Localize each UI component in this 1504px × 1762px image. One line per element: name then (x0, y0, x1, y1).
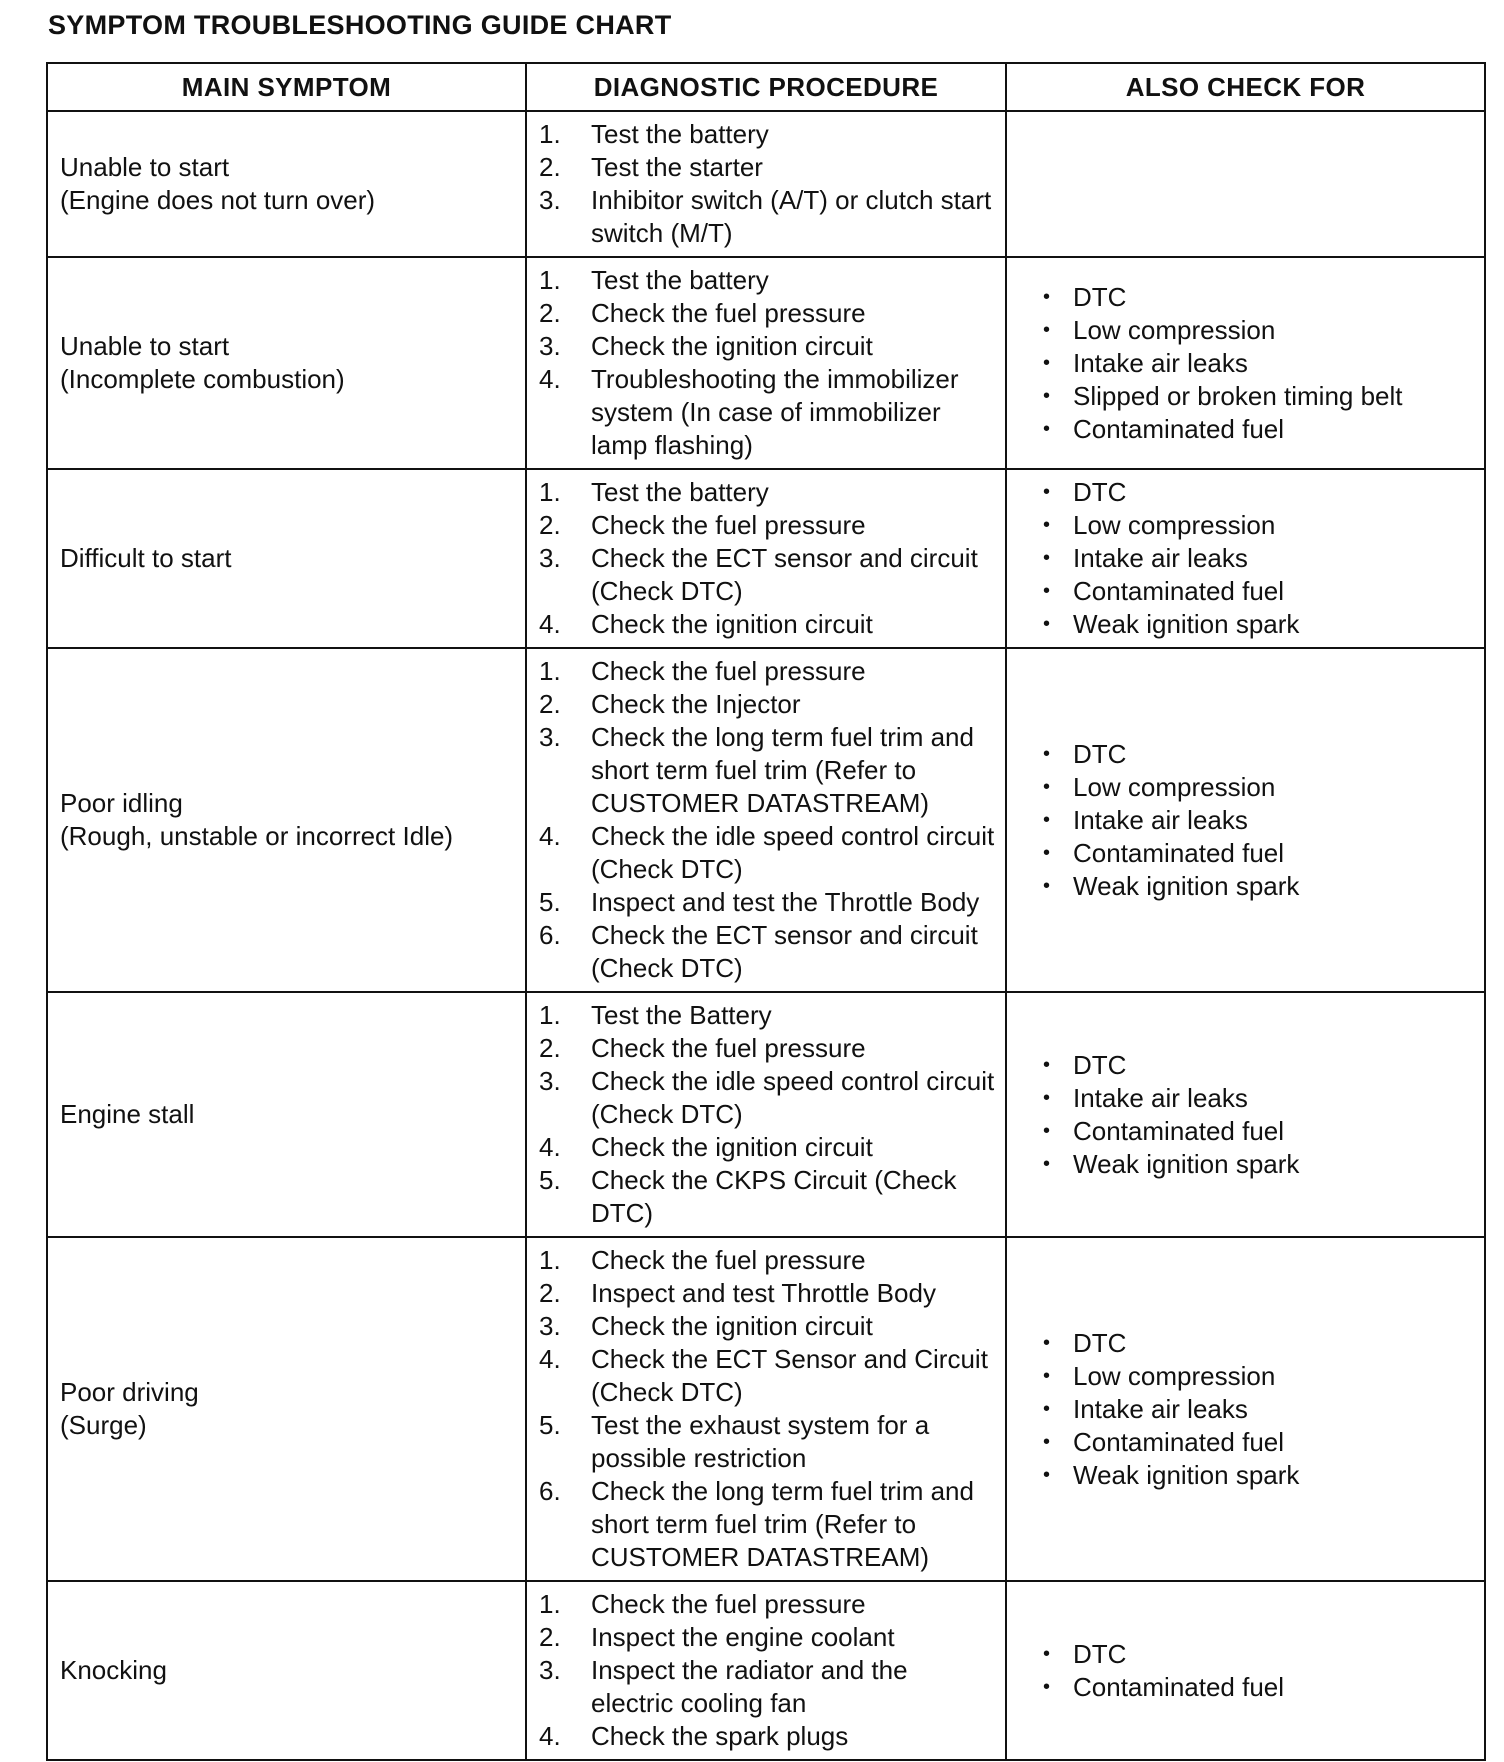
bullet-icon: • (1043, 1642, 1051, 1665)
symptom-text: (Surge) (60, 1410, 147, 1440)
step-text: Check the fuel pressure (591, 1589, 866, 1619)
step-text: Check the ignition circuit (591, 609, 873, 639)
symptom-text: Unable to start (60, 152, 230, 182)
also-check-item (1043, 738, 1474, 771)
also-check-item (1043, 1082, 1474, 1115)
also-check-item (1043, 608, 1474, 641)
also-check-cell (1006, 257, 1485, 469)
table-row (47, 992, 1485, 1237)
step-number: 2. (539, 1033, 561, 1063)
step-text: Test the battery (591, 119, 769, 149)
procedure-step (539, 820, 995, 886)
symptom-text: (Engine does not turn over) (60, 185, 376, 215)
step-text: Inspect the engine coolant (591, 1622, 895, 1652)
procedure-step (539, 476, 995, 509)
also-check-list (1019, 1327, 1474, 1492)
step-text: Inspect the radiator and the electric cooling fan (591, 1655, 908, 1718)
also-check-text: DTC (1073, 281, 1127, 312)
step-number: 5. (539, 1410, 561, 1440)
also-check-cell (1006, 469, 1485, 648)
procedure-step (539, 1164, 995, 1230)
bullet-icon: • (1043, 1119, 1051, 1142)
step-number: 4. (539, 364, 561, 394)
symptom-cell (47, 111, 526, 257)
step-text: Check the idle speed control circuit (Check DTC) (591, 1066, 995, 1129)
also-check-list (1019, 281, 1474, 446)
header-main-symptom: MAIN SYMPTOM (47, 63, 526, 111)
step-text: Check the spark plugs (591, 1721, 849, 1751)
symptom-cell (47, 648, 526, 992)
also-check-item (1043, 1327, 1474, 1360)
step-number: 2. (539, 510, 561, 540)
procedure-step (539, 1032, 995, 1065)
also-check-item (1043, 1426, 1474, 1459)
step-number: 1. (539, 1245, 561, 1275)
also-check-item (1043, 1459, 1474, 1492)
bullet-icon: • (1043, 318, 1051, 341)
also-check-item (1043, 509, 1474, 542)
also-check-item (1043, 476, 1474, 509)
also-check-item (1043, 413, 1474, 446)
step-number: 1. (539, 656, 561, 686)
bullet-icon: • (1043, 384, 1051, 407)
also-check-cell (1006, 1237, 1485, 1581)
procedure-list (539, 1244, 995, 1574)
table-row (47, 648, 1485, 992)
bullet-icon: • (1043, 351, 1051, 374)
procedure-step (539, 999, 995, 1032)
also-check-item (1043, 1148, 1474, 1181)
step-text: Test the exhaust system for a possible restriction (591, 1410, 930, 1473)
step-number: 4. (539, 1721, 561, 1751)
step-text: Check the fuel pressure (591, 510, 866, 540)
bullet-icon: • (1043, 285, 1051, 308)
step-text: Troubleshooting the immobilizer system (In case of immobilizer lamp flashing) (591, 364, 959, 460)
step-number: 6. (539, 920, 561, 950)
procedure-step (539, 1409, 995, 1475)
procedure-cell (526, 111, 1006, 257)
procedure-list (539, 1588, 995, 1753)
procedure-list (539, 999, 995, 1230)
symptom-text: (Incomplete combustion) (60, 364, 345, 394)
procedure-step (539, 184, 995, 250)
also-check-list (1019, 476, 1474, 641)
step-number: 2. (539, 1278, 561, 1308)
table-row (47, 1237, 1485, 1581)
also-check-item (1043, 1360, 1474, 1393)
step-number: 4. (539, 821, 561, 851)
also-check-cell (1006, 1581, 1485, 1760)
procedure-step (539, 608, 995, 641)
also-check-text: Weak ignition spark (1073, 1459, 1300, 1490)
also-check-cell (1006, 992, 1485, 1237)
procedure-list (539, 476, 995, 641)
procedure-step (539, 886, 995, 919)
bullet-icon: • (1043, 775, 1051, 798)
symptom-text: Knocking (60, 1655, 167, 1685)
also-check-text: Weak ignition spark (1073, 1148, 1300, 1179)
header-diagnostic-procedure: DIAGNOSTIC PROCEDURE (526, 63, 1006, 111)
bullet-icon: • (1043, 841, 1051, 864)
also-check-list (1019, 738, 1474, 903)
procedure-step (539, 151, 995, 184)
procedure-cell (526, 1581, 1006, 1760)
procedure-step (539, 542, 995, 608)
procedure-cell (526, 469, 1006, 648)
procedure-list (539, 655, 995, 985)
also-check-text: DTC (1073, 1327, 1127, 1358)
table-header-row (47, 63, 1485, 111)
troubleshooting-table (46, 62, 1486, 1761)
also-check-text: DTC (1073, 738, 1127, 769)
table-row (47, 1581, 1485, 1760)
also-check-item (1043, 870, 1474, 903)
also-check-text: Intake air leaks (1073, 347, 1248, 378)
also-check-text: Intake air leaks (1073, 804, 1248, 835)
bullet-icon: • (1043, 1086, 1051, 1109)
step-text: Check the ignition circuit (591, 1132, 873, 1162)
also-check-text: Intake air leaks (1073, 1082, 1248, 1113)
also-check-text: DTC (1073, 1049, 1127, 1080)
step-number: 1. (539, 119, 561, 149)
procedure-step (539, 721, 995, 820)
procedure-step (539, 297, 995, 330)
step-number: 1. (539, 265, 561, 295)
also-check-text: Contaminated fuel (1073, 1426, 1285, 1457)
step-number: 3. (539, 185, 561, 215)
also-check-text: Slipped or broken timing belt (1073, 380, 1403, 411)
also-check-text: Contaminated fuel (1073, 1115, 1285, 1146)
step-text: Test the Battery (591, 1000, 772, 1030)
procedure-step (539, 919, 995, 985)
procedure-step (539, 1475, 995, 1574)
bullet-icon: • (1043, 1675, 1051, 1698)
procedure-cell (526, 992, 1006, 1237)
page-title: SYMPTOM TROUBLESHOOTING GUIDE CHART (48, 10, 672, 40)
table-row (47, 111, 1485, 257)
also-check-item (1043, 575, 1474, 608)
step-text: Check the ignition circuit (591, 331, 873, 361)
step-number: 3. (539, 1655, 561, 1685)
procedure-step (539, 1244, 995, 1277)
procedure-list (539, 264, 995, 462)
bullet-icon: • (1043, 547, 1051, 569)
procedure-step (539, 118, 995, 151)
also-check-text: Contaminated fuel (1073, 413, 1285, 444)
symptom-cell (47, 469, 526, 648)
symptom-cell (47, 257, 526, 469)
also-check-text: Intake air leaks (1073, 1393, 1248, 1424)
header-also-check-for: ALSO CHECK FOR (1006, 63, 1485, 111)
also-check-text: Weak ignition spark (1073, 870, 1300, 901)
step-number: 2. (539, 152, 561, 182)
also-check-text: Low compression (1073, 771, 1276, 802)
step-text: Check the Injector (591, 689, 801, 719)
also-check-item (1043, 1049, 1474, 1082)
bullet-icon: • (1043, 613, 1051, 635)
procedure-step (539, 1720, 995, 1753)
bullet-icon: • (1043, 1463, 1051, 1486)
step-text: Inhibitor switch (A/T) or clutch start switch (M/T) (591, 185, 992, 248)
step-text: Check the fuel pressure (591, 298, 866, 328)
step-text: Check the ECT sensor and circuit (Check DTC) (591, 920, 978, 983)
step-number: 3. (539, 722, 561, 752)
symptom-text: Poor driving (60, 1377, 199, 1407)
also-check-item (1043, 837, 1474, 870)
step-number: 2. (539, 1622, 561, 1652)
also-check-text: Low compression (1073, 1360, 1276, 1391)
bullet-icon: • (1043, 1397, 1051, 1420)
also-check-item (1043, 542, 1474, 575)
also-check-cell (1006, 111, 1485, 257)
also-check-text: Contaminated fuel (1073, 837, 1285, 868)
also-check-item (1043, 314, 1474, 347)
bullet-icon: • (1043, 1152, 1051, 1175)
step-text: Check the ECT sensor and circuit (Check DTC) (591, 543, 978, 606)
also-check-text: Weak ignition spark (1073, 609, 1300, 639)
bullet-icon: • (1043, 481, 1051, 503)
bullet-icon: • (1043, 808, 1051, 831)
procedure-step (539, 1131, 995, 1164)
bullet-icon: • (1043, 1430, 1051, 1453)
also-check-text: Intake air leaks (1073, 543, 1248, 573)
also-check-item (1043, 1671, 1474, 1704)
step-number: 2. (539, 298, 561, 328)
procedure-step (539, 1277, 995, 1310)
also-check-list (1019, 1638, 1474, 1704)
also-check-item (1043, 281, 1474, 314)
also-check-item (1043, 1115, 1474, 1148)
bullet-icon: • (1043, 1364, 1051, 1387)
procedure-step (539, 264, 995, 297)
procedure-step (539, 655, 995, 688)
step-text: Check the ignition circuit (591, 1311, 873, 1341)
symptom-text: Engine stall (60, 1099, 195, 1129)
step-text: Check the long term fuel trim and short term fuel trim (Refer to CUSTOMER DATASTREAM) (591, 722, 974, 818)
step-text: Check the fuel pressure (591, 1033, 866, 1063)
bullet-icon: • (1043, 1331, 1051, 1354)
also-check-item (1043, 804, 1474, 837)
procedure-step (539, 509, 995, 542)
procedure-step (539, 1343, 995, 1409)
also-check-text: Contaminated fuel (1073, 1671, 1285, 1702)
bullet-icon: • (1043, 580, 1051, 602)
symptom-cell (47, 992, 526, 1237)
step-text: Check the long term fuel trim and short term fuel trim (Refer to CUSTOMER DATASTREAM) (591, 1476, 974, 1572)
step-text: Inspect and test the Throttle Body (591, 887, 980, 917)
symptom-text: Poor idling (60, 788, 183, 818)
step-text: Check the ECT Sensor and Circuit (Check DTC) (591, 1344, 988, 1407)
step-text: Check the fuel pressure (591, 656, 866, 686)
symptom-text: Difficult to start (60, 543, 232, 573)
also-check-text: Contaminated fuel (1073, 576, 1285, 606)
procedure-cell (526, 1237, 1006, 1581)
procedure-step (539, 1654, 995, 1720)
step-number: 1. (539, 477, 561, 507)
step-number: 3. (539, 1066, 561, 1096)
procedure-cell (526, 257, 1006, 469)
step-number: 3. (539, 1311, 561, 1341)
procedure-step (539, 1065, 995, 1131)
symptom-text: (Rough, unstable or incorrect Idle) (60, 821, 454, 851)
bullet-icon: • (1043, 417, 1051, 440)
procedure-step (539, 1588, 995, 1621)
also-check-list (1019, 1049, 1474, 1181)
step-text: Check the CKPS Circuit (Check DTC) (591, 1165, 957, 1228)
step-text: Test the battery (591, 265, 769, 295)
also-check-text: Low compression (1073, 314, 1276, 345)
procedure-step (539, 330, 995, 363)
step-number: 4. (539, 1132, 561, 1162)
symptom-cell (47, 1237, 526, 1581)
also-check-item (1043, 347, 1474, 380)
also-check-item (1043, 380, 1474, 413)
symptom-text: Unable to start (60, 331, 230, 361)
also-check-cell (1006, 648, 1485, 992)
bullet-icon: • (1043, 514, 1051, 536)
also-check-item (1043, 771, 1474, 804)
also-check-item (1043, 1393, 1474, 1426)
also-check-text: DTC (1073, 477, 1127, 507)
step-number: 1. (539, 1589, 561, 1619)
also-check-text: Low compression (1073, 510, 1276, 540)
procedure-step (539, 1621, 995, 1654)
step-number: 4. (539, 1344, 561, 1374)
procedure-step (539, 688, 995, 721)
step-text: Check the fuel pressure (591, 1245, 866, 1275)
step-text: Inspect and test Throttle Body (591, 1278, 936, 1308)
also-check-text: DTC (1073, 1638, 1127, 1669)
also-check-item (1043, 1638, 1474, 1671)
procedure-cell (526, 648, 1006, 992)
table-row (47, 257, 1485, 469)
step-number: 4. (539, 609, 561, 639)
step-number: 2. (539, 689, 561, 719)
table-row (47, 469, 1485, 648)
step-text: Test the battery (591, 477, 769, 507)
bullet-icon: • (1043, 1053, 1051, 1076)
step-number: 3. (539, 331, 561, 361)
step-number: 1. (539, 1000, 561, 1030)
bullet-icon: • (1043, 742, 1051, 765)
procedure-list (539, 118, 995, 250)
bullet-icon: • (1043, 874, 1051, 897)
step-text: Check the idle speed control circuit (Check DTC) (591, 821, 995, 884)
step-number: 6. (539, 1476, 561, 1506)
procedure-step (539, 1310, 995, 1343)
step-number: 5. (539, 1165, 561, 1195)
procedure-step (539, 363, 995, 462)
step-text: Test the starter (591, 152, 763, 182)
step-number: 5. (539, 887, 561, 917)
step-number: 3. (539, 543, 561, 573)
symptom-cell (47, 1581, 526, 1760)
